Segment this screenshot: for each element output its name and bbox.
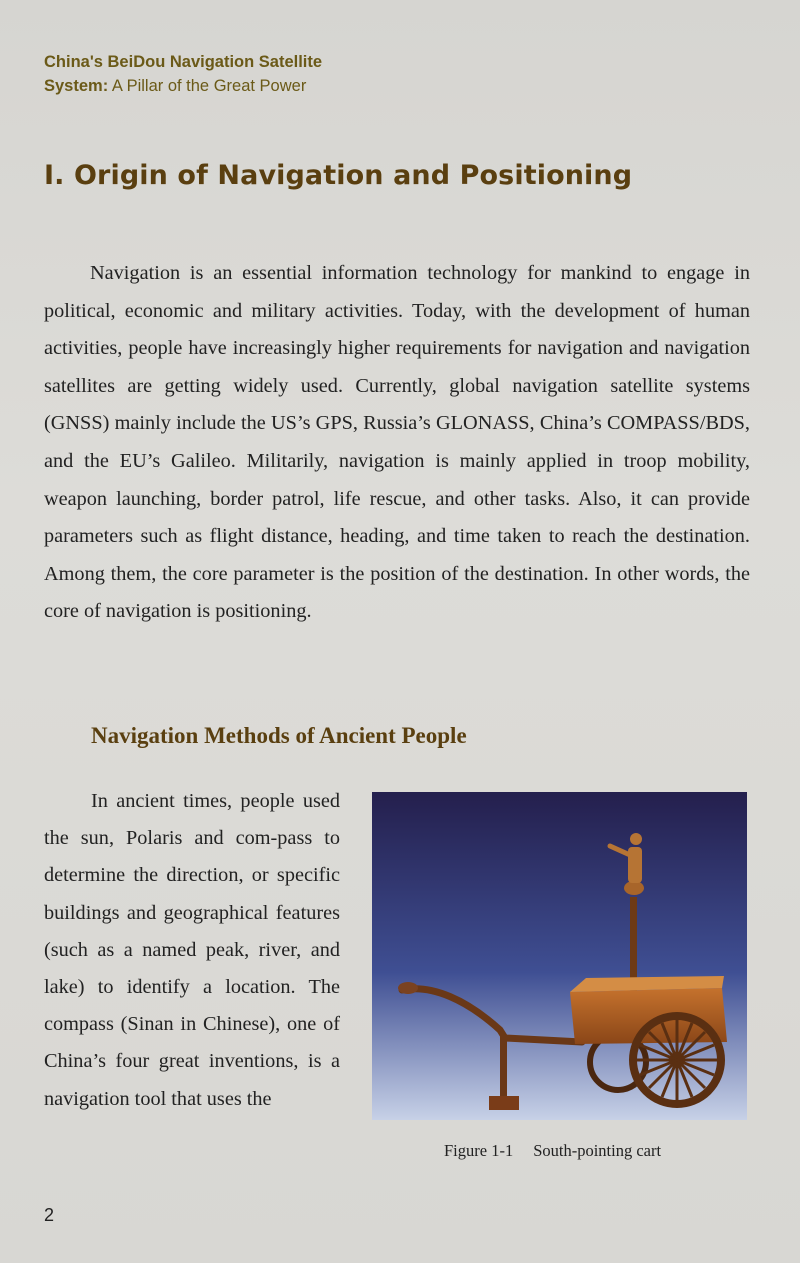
running-header-line-2: [44, 74, 322, 98]
figure-base: [624, 881, 644, 895]
figure-head: [630, 833, 642, 845]
figure-title: South-pointing cart: [533, 1141, 662, 1160]
cart-illustration: [372, 792, 747, 1120]
shaft-support: [500, 1036, 507, 1101]
column-paragraph: In ancient times, people used the sun, Polaris and com-pass to determine the direction, or specific buildings and geographical features (such as a named peak, river, and lake) to identify a location. The compass (Sinan in Chinese), one of China’s four great inventions, is a navigation tool that uses the: [44, 790, 340, 1110]
photo-backdrop: [372, 792, 747, 1120]
running-header-bold: System:: [44, 77, 109, 95]
running-header: [44, 50, 322, 98]
page-number: 2: [44, 1205, 55, 1225]
section-heading: Navigation Methods of Ancient People: [91, 723, 467, 748]
running-header-subtitle: A Pillar of the Great Power: [111, 77, 307, 95]
wheel-spokes: [637, 1020, 717, 1100]
south-pointing-cart-photo: [372, 792, 747, 1120]
support-foot: [489, 1096, 519, 1110]
intro-paragraph: Navigation is an essential information technology for mankind to engage in political, economic and military activities. Today, with the development of human activities, people have increasingly higher requirements for navigation and navigation satellites are getting widely used. Currently, global navigation satellite systems (GNSS) mainly include the US’s GPS, Russia’s GLONASS, China’s COMPASS/BDS, and the EU’s Galileo. Militarily, navigation is mainly applied in troop mobility, weapon launching, border patrol, life rescue, and other tasks. Also, it can provide parameters such as flight distance, heading, and time taken to reach the destination. Among them, the core parameter is the position of the destination. In other words, the core of navigation is positioning.: [44, 262, 750, 623]
figure-label: Figure 1-1: [444, 1141, 514, 1160]
chapter-title: I. Origin of Navigation and Positioning: [44, 160, 633, 191]
shaft-dragon-head: [398, 982, 418, 994]
running-header-line-1: China's BeiDou Navigation Satellite: [44, 53, 323, 71]
figure-caption: [444, 1141, 661, 1161]
